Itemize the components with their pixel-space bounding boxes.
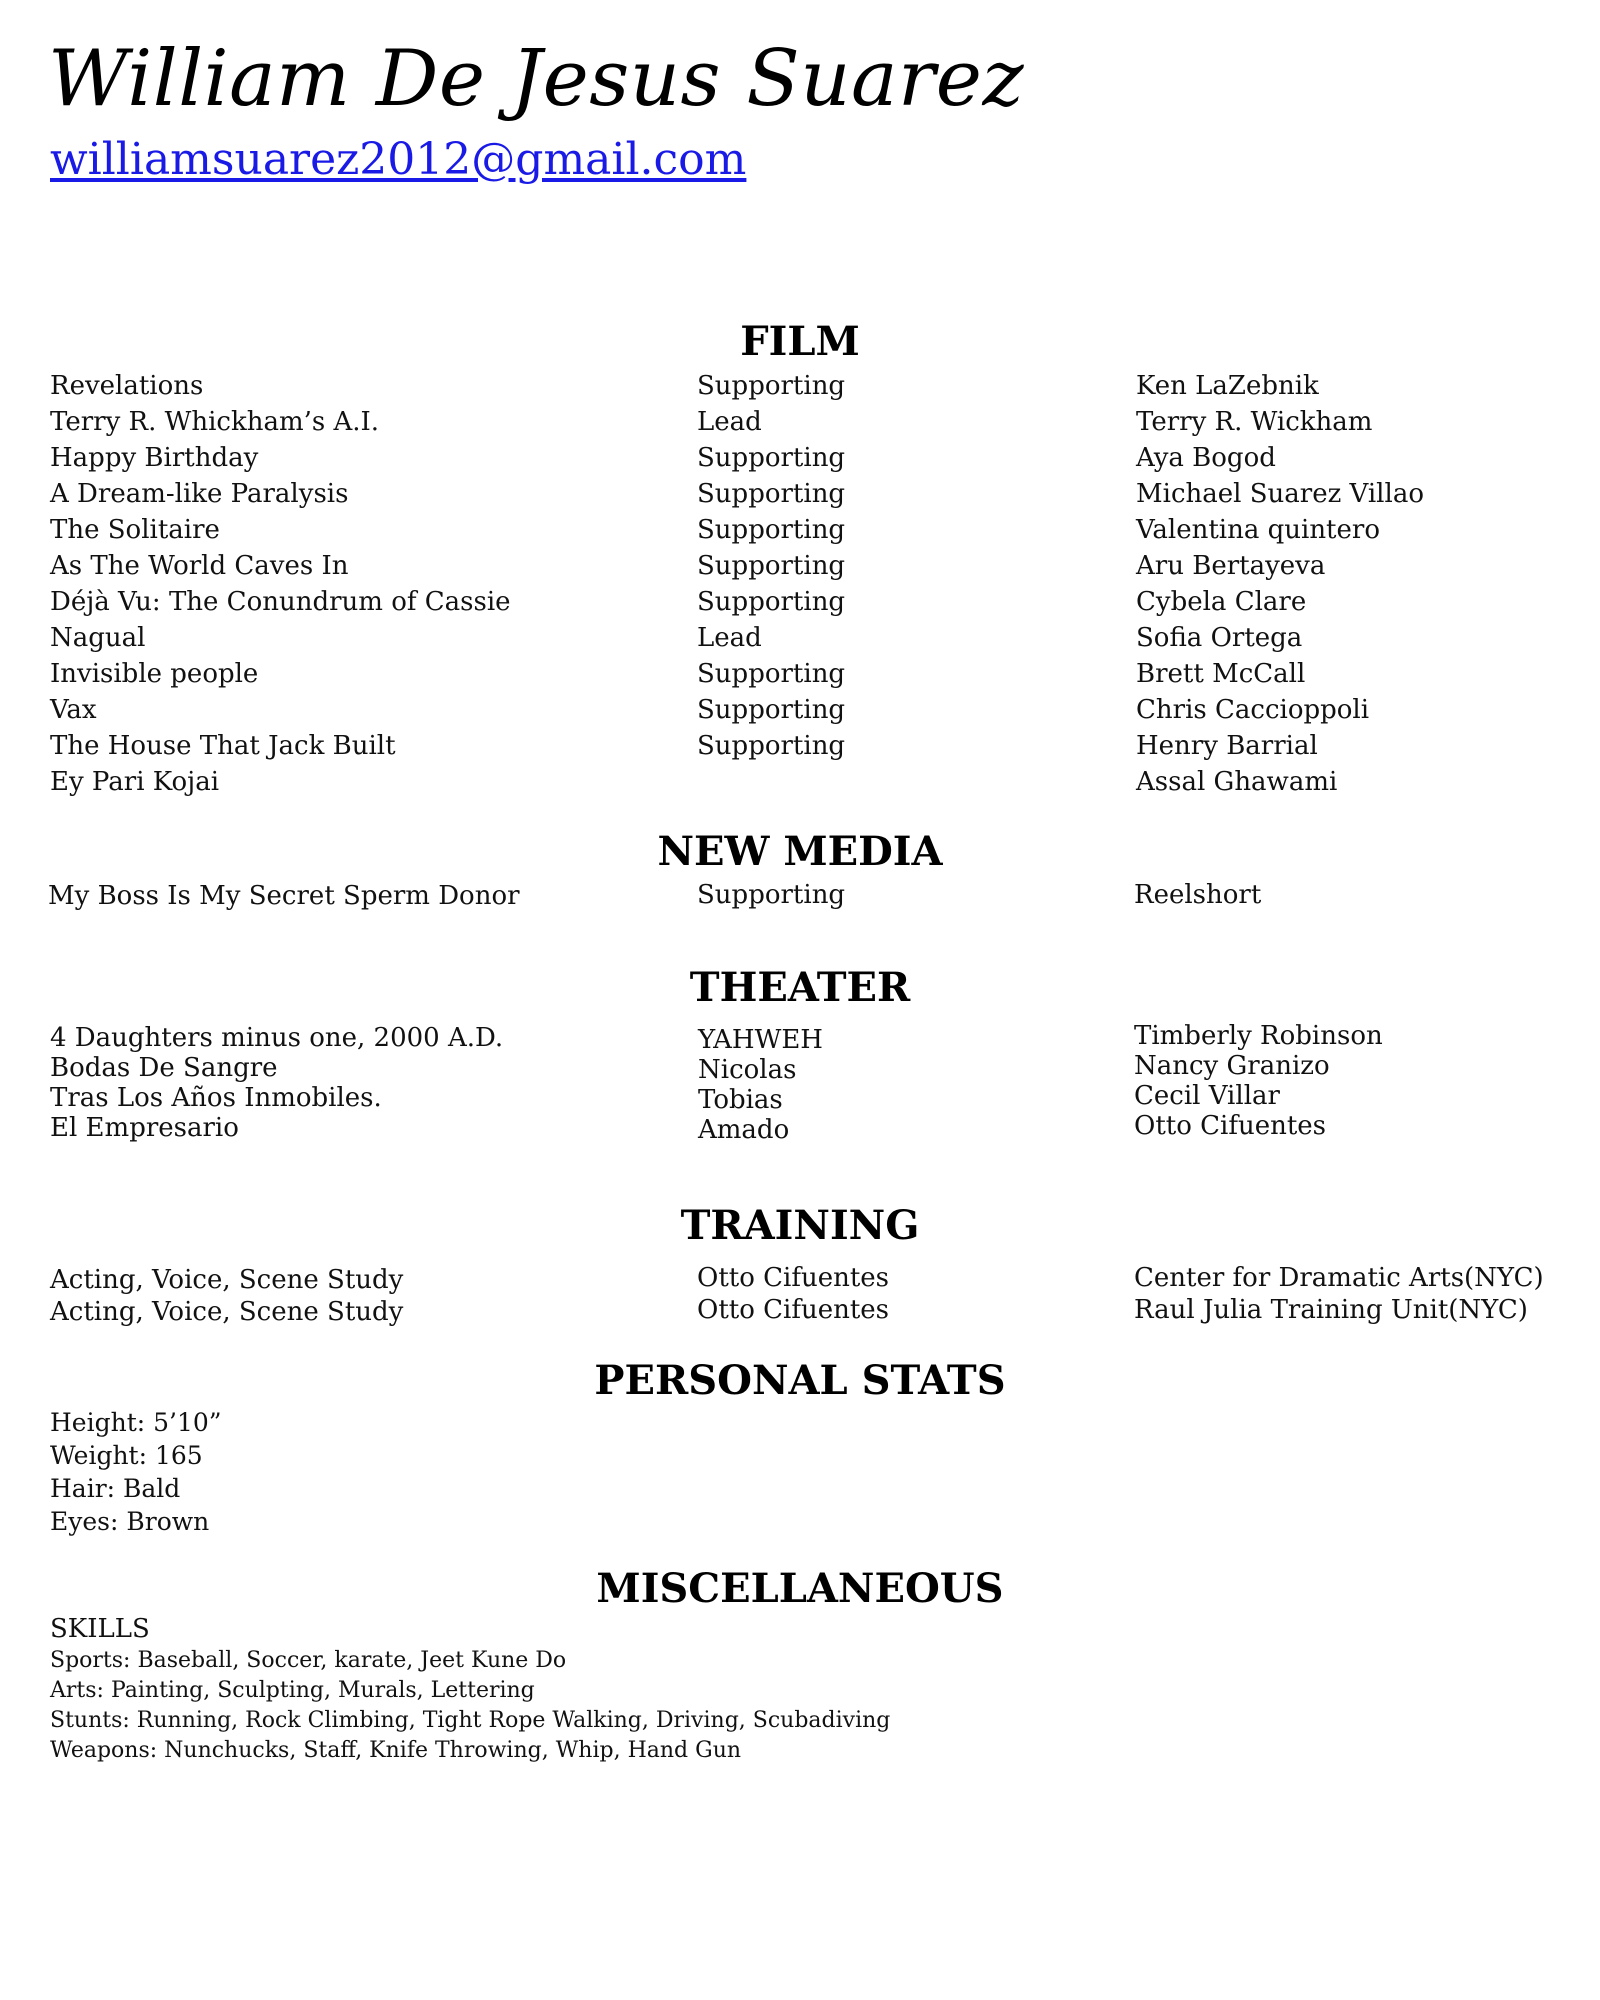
- skill-sports: Sports: Baseball, Soccer, karate, Jeet Kune Do: [50, 1648, 567, 1673]
- film-director: Brett McCall: [1136, 659, 1306, 689]
- training-school: Center for Dramatic Arts(NYC): [1134, 1263, 1544, 1293]
- theater-title: Bodas De Sangre: [50, 1053, 278, 1083]
- film-directors-column: [1136, 368, 1424, 800]
- theater-title: El Empresario: [50, 1113, 239, 1143]
- email-link[interactable]: williamsuarez2012@gmail.com: [50, 134, 747, 185]
- film-title: Déjà Vu: The Conundrum of Cassie: [50, 587, 511, 617]
- stat-height: Height: 5’10”: [50, 1408, 222, 1437]
- skill-weapons: Weapons: Nunchucks, Staff, Knife Throwing, Whip, Hand Gun: [50, 1738, 742, 1763]
- skill-arts: Arts: Painting, Sculpting, Murals, Lettering: [50, 1678, 535, 1703]
- skills-list: [50, 1612, 890, 1766]
- training-teachers-column: [697, 1262, 889, 1326]
- theater-director: Timberly Robinson: [1134, 1021, 1383, 1051]
- film-director: Chris Caccioppoli: [1136, 695, 1370, 725]
- skills-title: SKILLS: [50, 1614, 150, 1644]
- training-subjects-column: [50, 1264, 403, 1328]
- personal-stats-list: [50, 1406, 222, 1538]
- film-director: Terry R. Wickham: [1136, 407, 1373, 437]
- film-role: Supporting: [697, 479, 846, 509]
- training-subject: Acting, Voice, Scene Study: [50, 1265, 404, 1295]
- film-director: Valentina quintero: [1136, 515, 1380, 545]
- film-titles-column: [50, 368, 511, 800]
- stat-weight: Weight: 165: [50, 1441, 203, 1470]
- new-media-role: Supporting: [697, 880, 846, 910]
- training-teacher: Otto Cifuentes: [697, 1263, 890, 1293]
- film-role: Supporting: [697, 515, 846, 545]
- film-role: Supporting: [697, 731, 846, 761]
- film-title: The House That Jack Built: [50, 731, 396, 761]
- film-title: A Dream-like Paralysis: [50, 479, 349, 509]
- film-role: Lead: [697, 623, 762, 653]
- new-media-director: Reelshort: [1134, 880, 1262, 910]
- new-media-roles-column: [697, 877, 845, 913]
- stat-eyes: Eyes: Brown: [50, 1507, 210, 1536]
- film-director: Aya Bogod: [1136, 443, 1276, 473]
- film-title: Invisible people: [50, 659, 259, 689]
- film-title: Terry R. Whickham’s A.I.: [50, 407, 380, 437]
- film-director: Ken LaZebnik: [1136, 371, 1319, 401]
- training-teacher: Otto Cifuentes: [697, 1295, 890, 1325]
- theater-director: Otto Cifuentes: [1134, 1111, 1327, 1141]
- miscellaneous-heading: MISCELLANEOUS: [596, 1565, 1004, 1612]
- film-director: Sofia Ortega: [1136, 623, 1303, 653]
- film-title: Vax: [50, 695, 97, 725]
- theater-role: Nicolas: [698, 1055, 797, 1085]
- theater-director: Nancy Granizo: [1134, 1051, 1330, 1081]
- training-heading: TRAINING: [680, 1202, 920, 1249]
- personal-stats-heading: PERSONAL STATS: [594, 1357, 1006, 1404]
- theater-role: YAHWEH: [698, 1025, 823, 1055]
- training-school: Raul Julia Training Unit(NYC): [1134, 1295, 1528, 1325]
- training-schools-column: [1134, 1262, 1544, 1326]
- film-role: [697, 764, 845, 800]
- film-role: Supporting: [697, 371, 846, 401]
- film-title: Nagual: [50, 623, 146, 653]
- film-role: Supporting: [697, 695, 846, 725]
- theater-director: Cecil Villar: [1134, 1081, 1280, 1111]
- film-title: The Solitaire: [50, 515, 220, 545]
- new-media-heading: NEW MEDIA: [657, 828, 943, 875]
- stat-hair: Hair: Bald: [50, 1474, 181, 1503]
- theater-role: Tobias: [698, 1085, 783, 1115]
- film-role: Supporting: [697, 551, 846, 581]
- new-media-title: My Boss Is My Secret Sperm Donor: [48, 881, 520, 911]
- theater-title: Tras Los Años Inmobiles.: [50, 1083, 382, 1113]
- theater-heading: THEATER: [689, 964, 911, 1011]
- theater-role: Amado: [698, 1115, 790, 1145]
- new-media-directors-column: [1134, 877, 1261, 913]
- film-title: Happy Birthday: [50, 443, 259, 473]
- film-role: Lead: [697, 407, 762, 437]
- film-heading: FILM: [740, 318, 860, 365]
- film-role: Supporting: [697, 587, 846, 617]
- film-director: Henry Barrial: [1136, 731, 1318, 761]
- theater-titles-column: [50, 1023, 503, 1143]
- new-media-titles-column: [48, 878, 520, 914]
- film-title: As The World Caves In: [50, 551, 349, 581]
- film-director: Assal Ghawami: [1136, 767, 1338, 797]
- film-director: Cybela Clare: [1136, 587, 1307, 617]
- film-role: Supporting: [697, 443, 846, 473]
- theater-title: 4 Daughters minus one, 2000 A.D.: [50, 1023, 504, 1053]
- theater-directors-column: [1134, 1021, 1383, 1141]
- film-roles-column: [697, 368, 845, 800]
- skill-stunts: Stunts: Running, Rock Climbing, Tight Rope Walking, Driving, Scubadiving: [50, 1708, 891, 1733]
- film-title: Ey Pari Kojai: [50, 767, 220, 797]
- actor-name: William De Jesus Suarez: [48, 34, 1025, 124]
- film-director: Michael Suarez Villao: [1136, 479, 1424, 509]
- training-subject: Acting, Voice, Scene Study: [50, 1297, 404, 1327]
- film-director: Aru Bertayeva: [1136, 551, 1326, 581]
- film-role: Supporting: [697, 659, 846, 689]
- theater-roles-column: [698, 1025, 823, 1145]
- film-title: Revelations: [50, 371, 204, 401]
